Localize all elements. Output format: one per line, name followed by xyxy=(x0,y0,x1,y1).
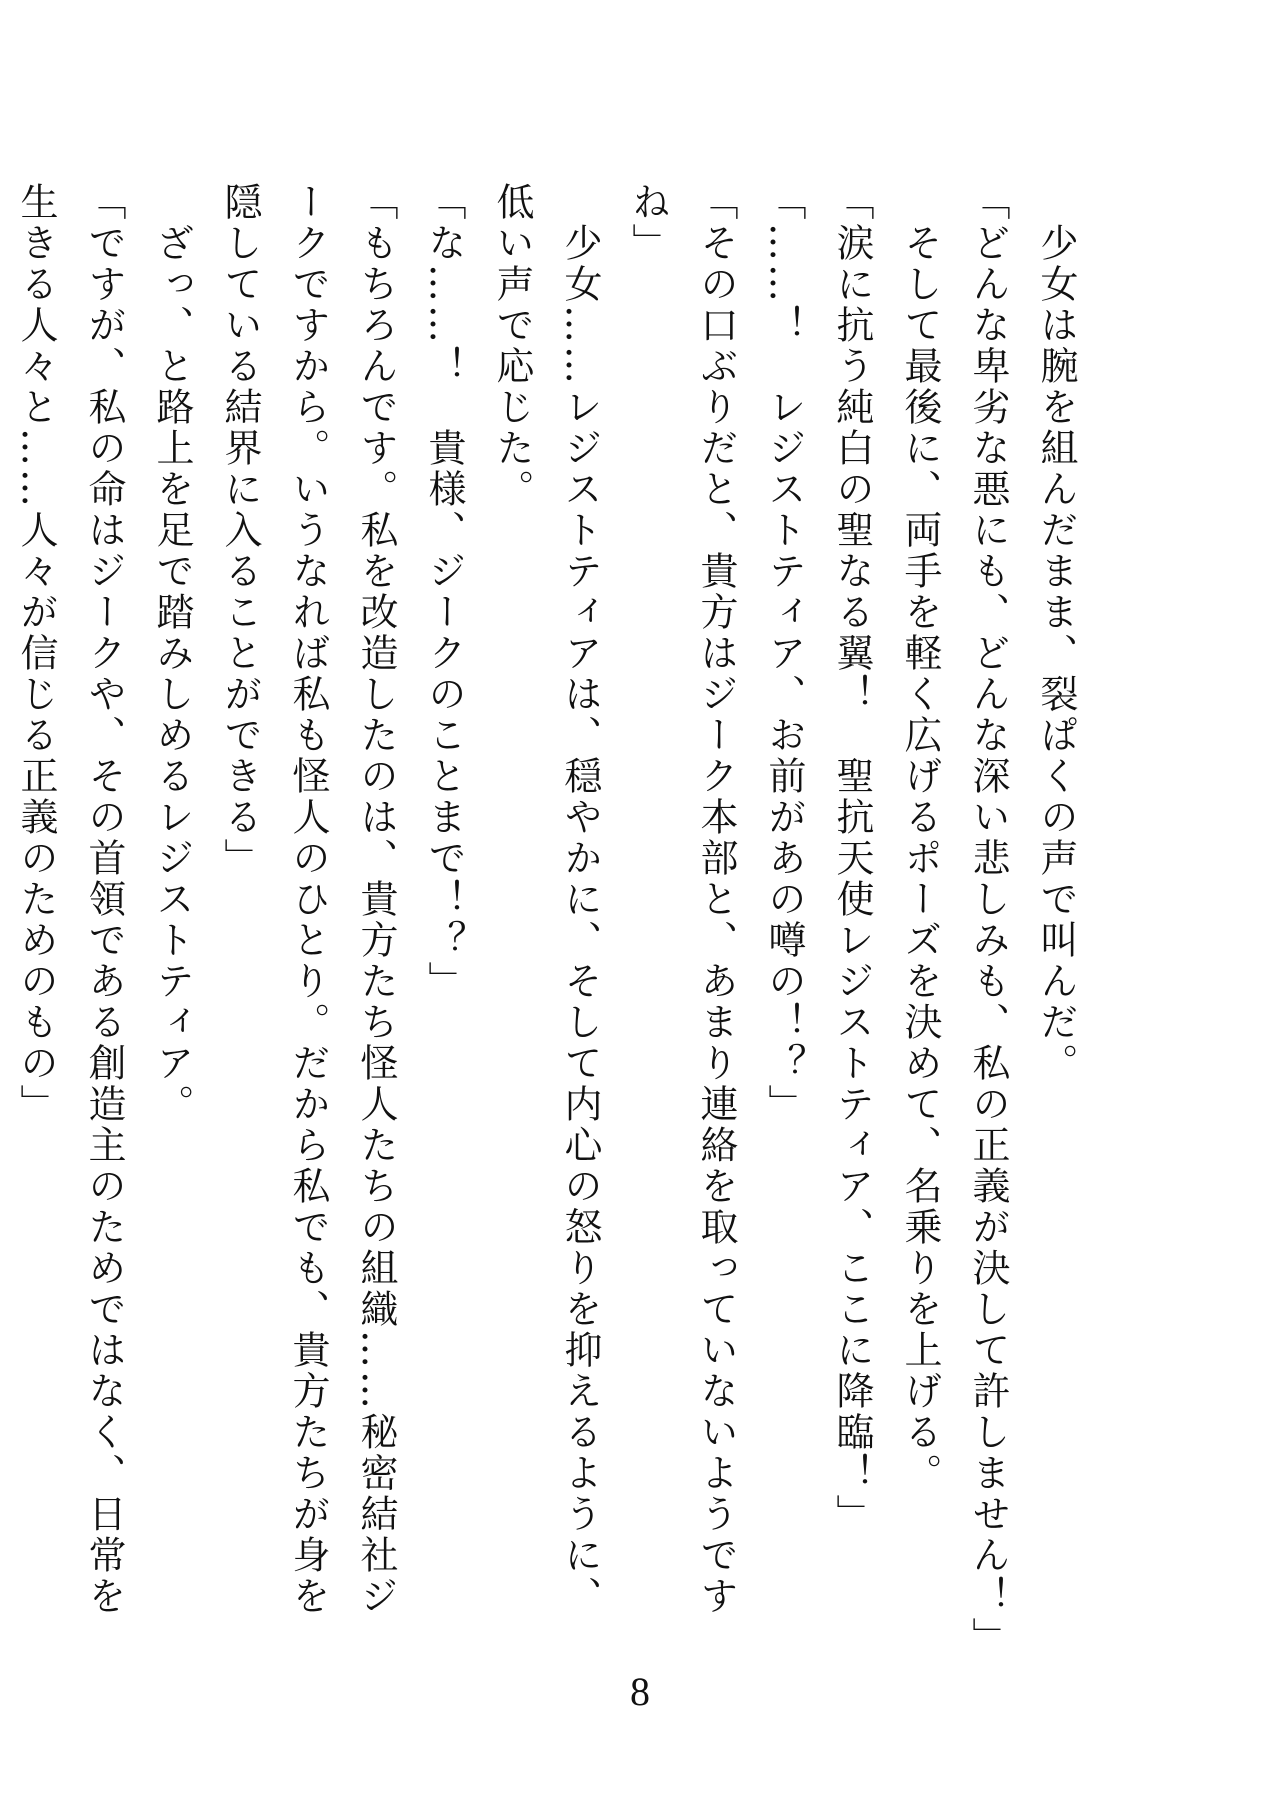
paragraph: 少女……レジストティアは、穏やかに、そして内心の怒りを抑えるように、低い声で応じた。 xyxy=(490,182,602,1617)
paragraph: 「もちろんです。私を改造したのは、貴方たち怪人たちの組織……秘密結社ジークですから。いうなれば私も怪人のひとり。だから私でも、貴方たちが身を隠している結界に入ることができる」 xyxy=(218,182,398,1617)
paragraph: 「どんな卑劣な悪にも、どんな深い悲しみも、私の正義が決して許しません！」 xyxy=(966,182,1010,1658)
paragraph: 「その口ぶりだと、貴方はジーク本部と、あまり連絡を取っていないようですね」 xyxy=(626,182,738,1617)
paragraph: 「ですが、私の命はジークや、その首領である創造主のためではなく、日常を生きる人々と……人々が信じる正義のためのもの」 xyxy=(14,182,126,1617)
paragraph xyxy=(0,182,2,1642)
paragraph: そして最後に、両手を軽く広げるポーズを決めて、名乗りを上げる。 xyxy=(898,182,942,1494)
paragraph: 「涙に抗う純白の聖なる翼！ 聖抗天使レジストティア、ここに降臨！」 xyxy=(830,182,874,1535)
body-text xyxy=(14,182,1090,1658)
paragraph: 「な……！ 貴様、ジークのことまで！？」 xyxy=(422,182,466,1002)
page-number: 8 xyxy=(630,1669,650,1714)
paragraph: 少女は腕を組んだまま、裂ぱくの声で叫んだ。 xyxy=(1034,182,1078,1084)
paragraph: 「……！ レジストティア、お前があの噂の！？」 xyxy=(762,182,806,1125)
paragraph: ざっ、と路上を足で踏みしめるレジストティア。 xyxy=(150,182,194,1125)
